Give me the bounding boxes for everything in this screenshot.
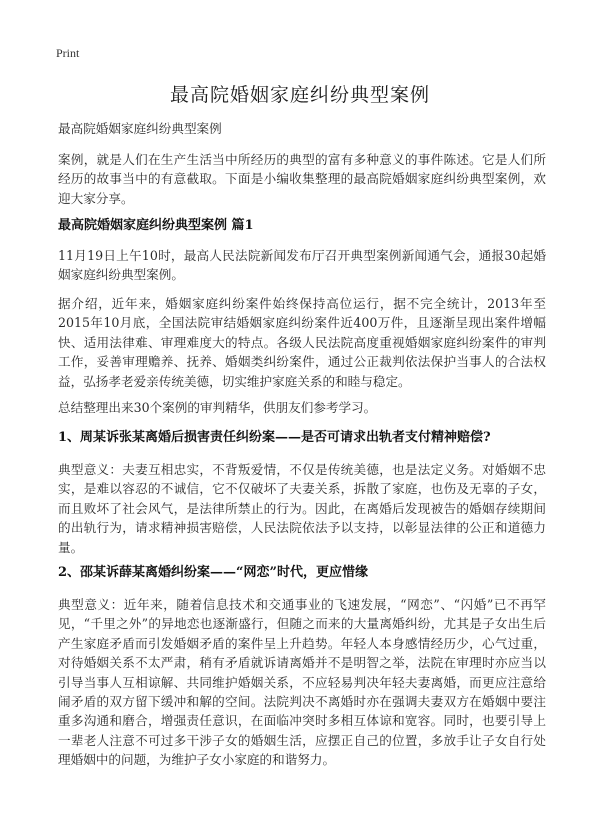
subtitle: 最高院婚姻家庭纠纷典型案例 bbox=[58, 121, 222, 136]
case-2-text: 典型意义：近年来，随着信息技术和交通事业的飞速发展，“网恋”、“闪婚”已不再罕见，“千里之外”的异地恋也逐渐盛行，但随之而来的大量离婚纠纷，尤其是子女出生后产生家庭矛盾而引发婚姻矛盾的案件呈上升趋势。年轻人本身感情经历少，心气过重，对待婚姻关系不太严肃，稍有矛盾就诉请离婚并不是明智之举，法院在审理时亦应当以引导当事人互相谅解、共同维护婚姻关系，不应轻易判决年轻夫妻离婚，而更应注意给闹矛盾的双方留下缓冲和解的空间。法院判决不离婚时亦在强调夫妻双方在婚姻中要注重多沟通和磨合，增强责任意识，在面临冲突时多相互体谅和宽容。同时，也要引导上一辈老人注意不可过多干涉子女的婚姻生活，应摆正自己的位置，多放手让子女自行处理婚姻中的问题，为维护子女小家庭的和谐努力。 bbox=[58, 597, 546, 768]
case-1-heading: 1、周某诉张某离婚后损害责任纠纷案——是否可请求出轨者支付精神赔偿? bbox=[58, 430, 491, 445]
print-label: Print bbox=[56, 46, 80, 60]
paragraph-3: 总结整理出来30个案例的审判精华，供朋友们参考学习。 bbox=[58, 400, 377, 415]
case-1-text: 典型意义：夫妻互相忠实，不背叛爱情，不仅是传统美德，也是法定义务。对婚姻不忠实，是难以容忍的不诚信，它不仅破坏了夫妻关系，拆散了家庭，也伤及无辜的子女，而且败坏了社会风气，是法律所禁止的行为。因此，在离婚后发现被告的婚姻存续期间的出轨行为，请求精神损害赔偿，人民法院依法予以支持，以彰显法律的公正和道德力量。 bbox=[58, 462, 546, 555]
document-title: 最高院婚姻家庭纠纷典型案例 bbox=[169, 84, 430, 106]
section-heading: 最高院婚姻家庭纠纷典型案例 篇1 bbox=[58, 218, 254, 233]
paragraph-1: 11月19日上午10时，最高人民法院新闻发布厅召开典型案例新闻通气会，通报30起婚姻家庭纠纷典型案例。 bbox=[58, 248, 546, 283]
case-2-heading: 2、邵某诉薛某离婚纠纷案——“网恋”时代，更应惜缘 bbox=[58, 565, 369, 580]
paragraph-2: 据介绍，近年来，婚姻家庭纠纷案件始终保持高位运行，据不完全统计，2013年至2015年10月底，全国法院审结婚姻家庭纠纷案件近400万件，且逐渐呈现出案件增幅快、适用法律难、审理难度大的特点。各级人民法院高度重视婚姻家庭纠纷案件的审判工作，妥善审理赡养、抚养、婚姻类纠纷案件，通过公正裁判依法保护当事人的合法权益，弘扬孝老爱亲传统美德，切实维护家庭关系的和睦与稳定。 bbox=[58, 296, 546, 389]
intro-paragraph: 案例，就是人们在生产生活当中所经历的典型的富有多种意义的事件陈述。它是人们所经历的故事当中的有意截取。下面是小编收集整理的最高院婚姻家庭纠纷典型案例，欢迎大家分享。 bbox=[58, 152, 546, 206]
